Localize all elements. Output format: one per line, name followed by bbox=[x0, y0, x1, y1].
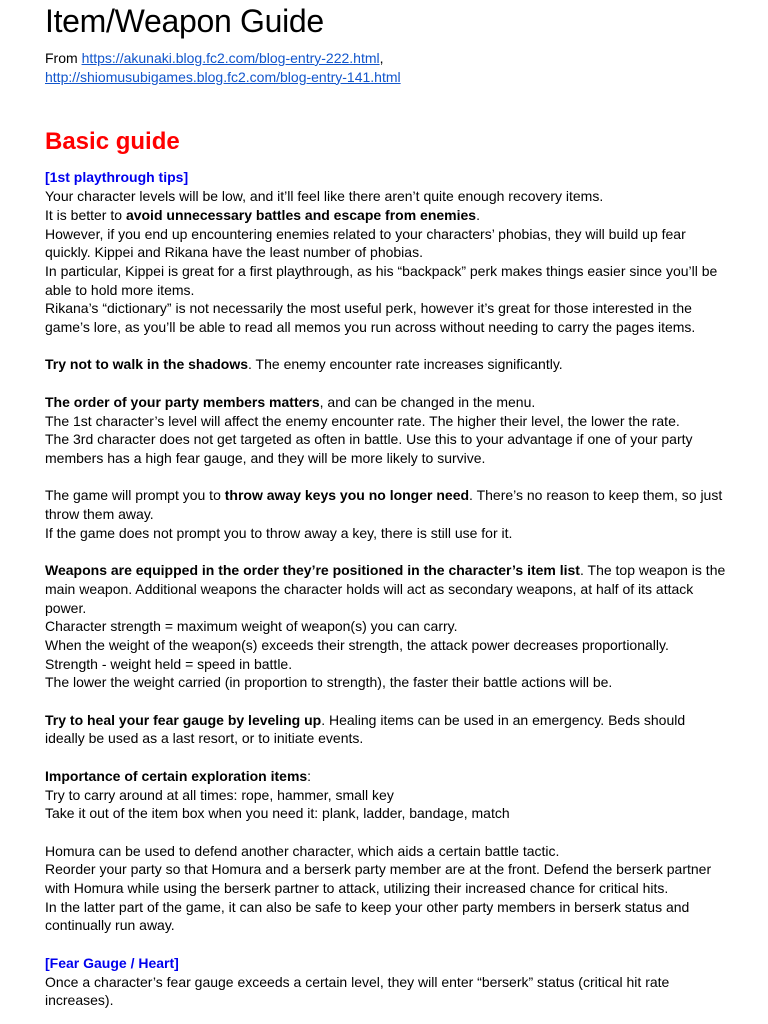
paragraph-line: Character strength = maximum weight of weapon(s) you can carry. bbox=[45, 618, 458, 635]
guide-content bbox=[45, 168, 728, 1010]
bold-text: avoid unnecessary battles and escape from enemies bbox=[125, 206, 477, 223]
source-line bbox=[45, 49, 728, 86]
paragraph-line: Reorder your party so that Homura and a berserk party member are at the front. Defend the berserk partner with Homura while using the berserk partner to attack, utilizing their increased chance for critical hits. bbox=[45, 861, 712, 897]
spacer bbox=[45, 748, 728, 767]
source-link-akunaki[interactable]: https://akunaki.blog.fc2.com/blog-entry-222.html bbox=[81, 50, 380, 66]
spacer bbox=[45, 468, 728, 487]
text-run: . bbox=[476, 206, 480, 223]
paragraph-line bbox=[45, 486, 728, 523]
spacer bbox=[45, 692, 728, 711]
paragraph-line: In the latter part of the game, it can also be safe to keep your other party members in berserk status and continually run away. bbox=[45, 898, 690, 934]
document-title: Item/Weapon Guide bbox=[45, 3, 324, 39]
text-run: . The enemy encounter rate increases significantly. bbox=[248, 356, 563, 373]
paragraph-line: Rikana’s “dictionary” is not necessarily the most useful perk, however it’s great for those interested in the game’s lore, as you’ll be able to read all memos you run across without needing to carry the pages items. bbox=[45, 300, 696, 336]
paragraph-line: Your character levels will be low, and it’ll feel like there aren’t quite enough recovery items. bbox=[45, 188, 604, 205]
paragraph-line: However, if you end up encountering enemies related to your characters’ phobias, they will build up fear quickly. Kippei and Rikana have the least number of phobias. bbox=[45, 225, 686, 261]
paragraph-line bbox=[45, 206, 728, 225]
spacer bbox=[45, 374, 728, 393]
subheading-1st-playthrough-tips: [1st playthrough tips] bbox=[45, 169, 189, 186]
bold-text: throw away keys you no longer need bbox=[224, 487, 470, 504]
paragraph-line bbox=[45, 711, 728, 748]
bold-text: Weapons are equipped in the order they’re positioned in the character’s item list bbox=[45, 562, 580, 579]
text-run: : bbox=[307, 767, 312, 784]
bold-text: The order of your party members matters bbox=[45, 393, 320, 410]
spacer bbox=[45, 542, 728, 561]
paragraph-line: Strength - weight held = speed in battle. bbox=[45, 655, 293, 672]
bold-text: Try not to walk in the shadows bbox=[45, 356, 249, 373]
paragraph-line: When the weight of the weapon(s) exceeds their strength, the attack power decreases proportionally. bbox=[45, 636, 669, 653]
paragraph-line bbox=[45, 767, 728, 786]
paragraph-line bbox=[45, 561, 728, 617]
paragraph-line: Try to carry around at all times: rope, hammer, small key bbox=[45, 786, 394, 803]
text-run: It is better to bbox=[45, 206, 126, 223]
spacer bbox=[45, 935, 728, 954]
text-run: . Healing items can be used in an emergency. Beds should ideally be used as a last resort, or to initiate events. bbox=[45, 711, 686, 747]
spacer bbox=[45, 823, 728, 842]
paragraph-line: In particular, Kippei is great for a first playthrough, as his “backpack” perk makes things easier since you’ll be able to hold more items. bbox=[45, 262, 718, 298]
spacer bbox=[45, 337, 728, 356]
paragraph-line: The lower the weight carried (in proportion to strength), the faster their battle actions will be. bbox=[45, 674, 613, 691]
paragraph-line: Take it out of the item box when you need it: plank, ladder, bandage, match bbox=[45, 805, 510, 822]
section-heading-basic-guide: Basic guide bbox=[45, 128, 180, 156]
bold-text: Importance of certain exploration items bbox=[45, 767, 308, 784]
source-prefix: From bbox=[45, 50, 82, 66]
source-link-shiomusubi[interactable]: http://shiomusubigames.blog.fc2.com/blog-entry-141.html bbox=[45, 68, 401, 85]
paragraph-line: Once a character’s fear gauge exceeds a certain level, they will enter “berserk” status (critical hit rate increases). bbox=[45, 973, 670, 1009]
text-run: The game will prompt you to bbox=[45, 487, 225, 504]
paragraph-line: The 1st character’s level will affect the enemy encounter rate. The higher their level, the lower the rate. bbox=[45, 412, 680, 429]
subheading-fear-gauge-heart: [Fear Gauge / Heart] bbox=[45, 954, 179, 971]
bold-text: Try to heal your fear gauge by leveling up bbox=[45, 711, 322, 728]
paragraph-line: Homura can be used to defend another character, which aids a certain battle tactic. bbox=[45, 842, 560, 859]
text-run: . There’s no reason to keep them, so just throw them away. bbox=[45, 487, 723, 523]
paragraph-line: If the game does not prompt you to throw away a key, there is still use for it. bbox=[45, 524, 513, 541]
text-run: , and can be changed in the menu. bbox=[319, 393, 536, 410]
paragraph-line: The 3rd character does not get targeted as often in battle. Use this to your advantage if one of your party members has a high fear gauge, and they will be more likely to survive. bbox=[45, 431, 693, 466]
paragraph-line bbox=[45, 355, 728, 374]
text-run: . The top weapon is the main weapon. Additional weapons the character holds will act as secondary weapons, at half of its attack power. bbox=[45, 562, 726, 616]
paragraph-line bbox=[45, 393, 728, 412]
source-separator: , bbox=[379, 50, 384, 66]
